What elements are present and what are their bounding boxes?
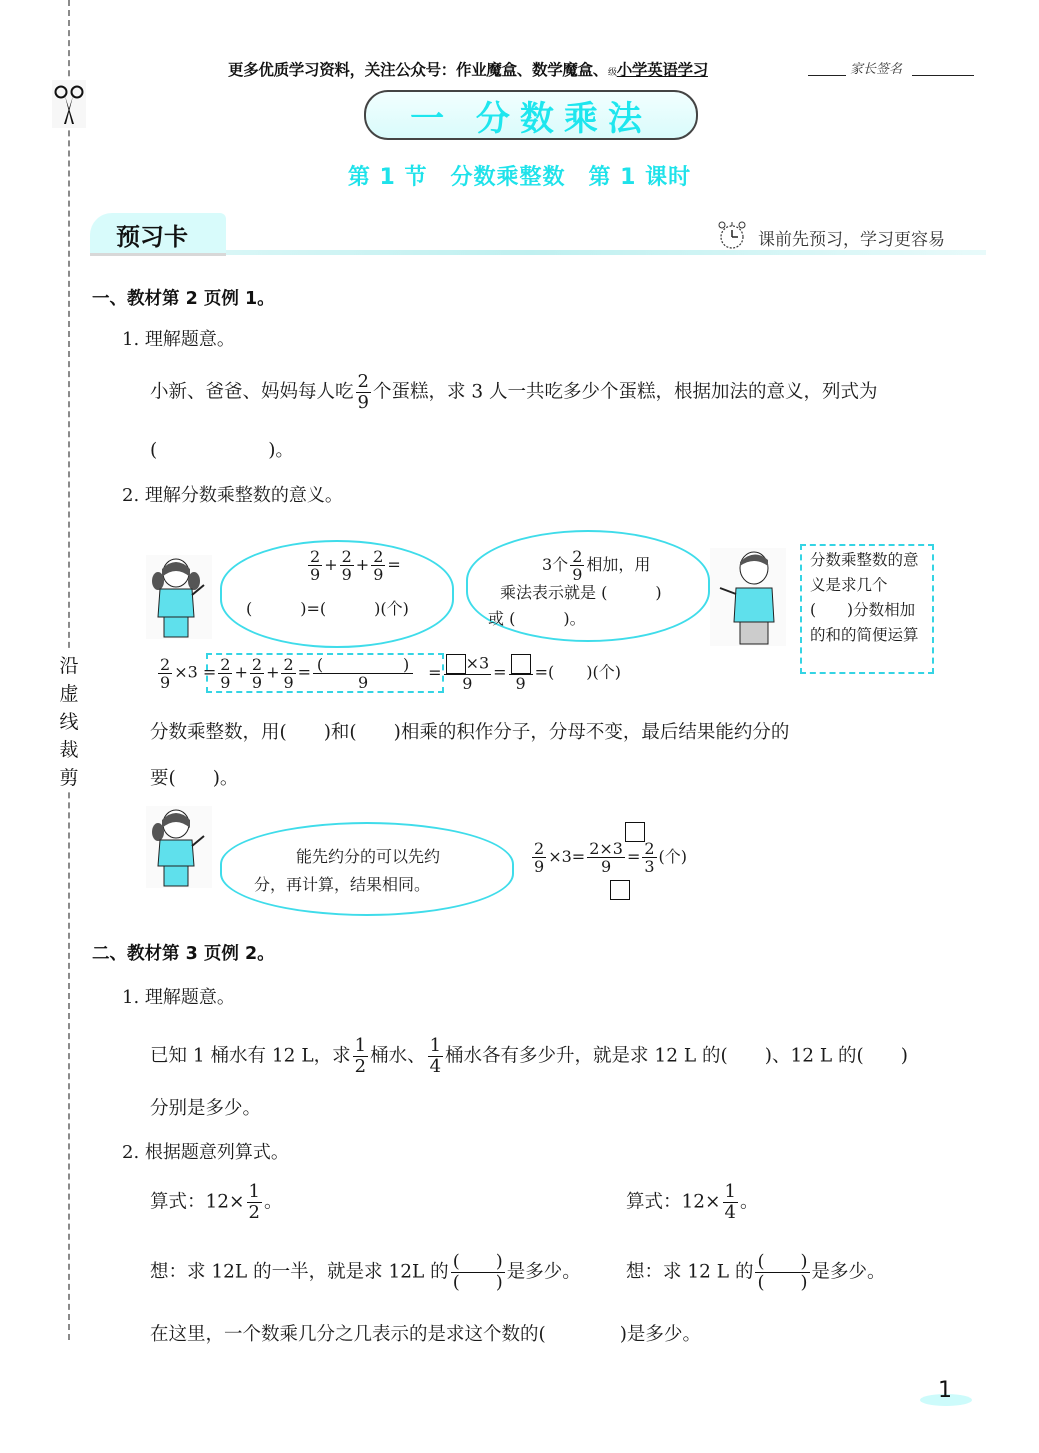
- denominator: 2: [248, 1202, 260, 1223]
- blank-denominator[interactable]: ( ): [757, 1272, 808, 1293]
- think-right[interactable]: [626, 1252, 886, 1293]
- denominator: 9: [600, 857, 612, 876]
- denominator: 9: [283, 672, 294, 692]
- denominator: 9: [515, 674, 526, 693]
- unit-title-box: [364, 90, 698, 140]
- cut-char: 沿: [59, 655, 79, 677]
- fraction: [570, 548, 584, 583]
- denominator: 4: [724, 1202, 736, 1223]
- part1-q1-label: 1. 理解题意。: [122, 329, 235, 350]
- denominator: 9: [357, 672, 369, 692]
- fraction: [250, 656, 264, 691]
- numerator: 2: [160, 654, 171, 674]
- fraction: [723, 1182, 738, 1223]
- operator: +: [266, 662, 280, 682]
- text: 相加，用: [586, 555, 651, 574]
- boy-bubble-line3[interactable]: 或 ( )。: [488, 609, 586, 628]
- denominator: 9: [373, 565, 384, 584]
- numerator: 2: [251, 654, 263, 674]
- text: 想：求 12 L 的: [626, 1261, 754, 1283]
- numerator: 2: [534, 839, 545, 858]
- fraction: [371, 548, 385, 583]
- denominator: 9: [341, 565, 352, 584]
- tip-speech-bubble: [220, 822, 514, 916]
- preview-card-tab: [90, 213, 226, 253]
- denominator: 9: [310, 565, 321, 584]
- blank-denominator[interactable]: ( ): [452, 1272, 503, 1293]
- numerator: 1: [354, 1035, 367, 1056]
- cut-char: 裁: [59, 739, 79, 761]
- formula-right: [626, 1182, 759, 1223]
- fraction: [158, 656, 172, 691]
- cut-char: 剪: [59, 767, 79, 789]
- girl-illustration: [146, 555, 212, 639]
- text: 个蛋糕，求 3 人一共吃多少个蛋糕，根据加法的意义，列式为: [372, 381, 878, 403]
- fraction: [428, 1036, 443, 1077]
- promo-small: 级: [608, 68, 617, 78]
- conclusion[interactable]: 在这里，一个数乘几分之几表示的是求这个数的( )是多少。: [150, 1324, 701, 1345]
- parent-signature-label: 家长签名: [850, 62, 903, 77]
- denominator: 9: [462, 674, 473, 693]
- operator: +: [355, 555, 370, 574]
- blank-box[interactable]: [511, 654, 531, 674]
- formula-left: [150, 1182, 283, 1223]
- fraction: [356, 372, 371, 413]
- page-number: 1: [938, 1378, 952, 1403]
- denominator: 9: [534, 857, 545, 876]
- underline: [808, 75, 846, 76]
- fraction: [308, 548, 322, 583]
- blank-fraction[interactable]: [451, 1252, 505, 1293]
- fraction: [509, 654, 533, 692]
- text: 算式：12×: [150, 1191, 245, 1213]
- scissors-icon: [52, 80, 86, 128]
- text: 。: [264, 1191, 283, 1213]
- part2-heading: 二、教材第 3 页例 2。: [92, 944, 275, 964]
- blank-box-bottom[interactable]: [610, 880, 630, 900]
- numerator: 2: [341, 547, 352, 566]
- promo-underlined: 小学英语学习: [616, 61, 708, 79]
- tab-rule: [226, 250, 986, 255]
- text: 是多少。: [811, 1261, 886, 1283]
- denominator: 9: [357, 392, 369, 413]
- denominator: 2: [354, 1056, 367, 1077]
- promo-header: [228, 58, 708, 80]
- blank-numerator[interactable]: ( ): [757, 1251, 808, 1272]
- preview-card-label: 预习卡: [116, 223, 188, 251]
- text: 算式：12×: [626, 1191, 721, 1213]
- part1-heading: 一、教材第 2 页例 1。: [92, 289, 275, 309]
- numerator: 2: [220, 654, 231, 674]
- result-blank[interactable]: =( )(个): [534, 662, 621, 682]
- fraction: [532, 840, 546, 875]
- boy-illustration: [710, 548, 786, 646]
- tip-line-1: 能先约分的可以先约: [296, 847, 441, 866]
- blank-box-top[interactable]: [625, 822, 645, 842]
- blank-box[interactable]: [446, 654, 466, 674]
- numerator: 2: [572, 547, 583, 566]
- text: 想：求 12L 的一半，就是求 12L 的: [150, 1261, 449, 1283]
- text: 桶水各有多少升，就是求 12 L 的( )、12 L 的( ): [445, 1045, 908, 1067]
- section-title: 第 1 节 分数乘整数 第 1 课时: [347, 165, 692, 190]
- alarm-clock-icon: [716, 220, 748, 250]
- numerator: 2: [283, 654, 294, 674]
- boy-bubble-line1: [542, 548, 650, 583]
- text: ×3: [174, 662, 198, 682]
- numerator: 2: [310, 547, 321, 566]
- blank-numerator[interactable]: ( ): [452, 1251, 503, 1272]
- denominator: 9: [572, 565, 583, 584]
- bubble-sum: [306, 548, 401, 583]
- fraction: [353, 1036, 368, 1077]
- part1-q1-blank[interactable]: ( )。: [150, 440, 294, 461]
- cut-char: 线: [59, 711, 79, 733]
- fraction: [218, 656, 232, 691]
- promo-text: 更多优质学习资料，关注公众号：作业魔盒、数学魔盒、: [228, 61, 609, 79]
- cut-char: 虚: [59, 683, 79, 705]
- fraction: [281, 656, 295, 691]
- text: ×3=: [548, 847, 586, 866]
- note-text[interactable]: 分数乘整数的意义是求几个( )分数相加的和的简便运算: [810, 551, 919, 644]
- denominator: 3: [644, 857, 655, 876]
- rule-line-2[interactable]: 要( )。: [150, 768, 239, 789]
- part2-q1-text[interactable]: [150, 1036, 908, 1077]
- denominator: 4: [429, 1056, 442, 1077]
- bubble-blanks[interactable]: ( )=( )(个): [246, 599, 409, 618]
- girl-illustration: [146, 806, 212, 888]
- fraction: [247, 1182, 262, 1223]
- numerator: 1: [248, 1181, 260, 1202]
- fraction: [587, 840, 625, 875]
- rule-line-1[interactable]: 分数乘整数，用( )和( )相乘的积作分子，分母不变，最后结果能约分的: [150, 722, 790, 743]
- part2-q2-label: 2. 根据题意列算式。: [122, 1142, 289, 1163]
- denominator: 9: [251, 672, 263, 692]
- numerator: 2: [644, 839, 655, 858]
- numerator: 2×3: [589, 839, 623, 858]
- operator: =: [297, 662, 312, 682]
- blank-fraction[interactable]: [755, 1252, 809, 1293]
- part1-q1-text: [150, 372, 878, 413]
- text: 。: [740, 1191, 759, 1213]
- think-left[interactable]: [150, 1252, 581, 1293]
- blank-fraction[interactable]: [313, 656, 413, 691]
- operator: +: [324, 555, 338, 574]
- tip-line-2: 分，再计算，结果相同。: [254, 875, 431, 894]
- parent-signature-field[interactable]: [912, 75, 974, 76]
- text: 3个: [542, 555, 569, 574]
- unit-title: 一 分数乘法: [410, 98, 652, 139]
- boy-bubble-line2[interactable]: 乘法表示就是 ( ): [500, 583, 662, 602]
- operator: +: [234, 662, 248, 682]
- part1-q2-label: 2. 理解分数乘整数的意义。: [122, 485, 343, 506]
- denominator: 9: [220, 672, 231, 692]
- fraction: [642, 840, 656, 875]
- cut-instruction: [56, 652, 82, 792]
- unit: (个): [658, 847, 688, 866]
- text: 是多少。: [506, 1261, 581, 1283]
- numerator: 2: [357, 371, 369, 392]
- numerator: 1: [429, 1035, 442, 1056]
- part2-q1-label: 1. 理解题意。: [122, 987, 235, 1008]
- fraction: [340, 548, 354, 583]
- numerator: 1: [724, 1181, 736, 1202]
- slogan: 课前先预习，学习更容易: [758, 230, 945, 250]
- multiplication-equation: $\frac{2}{9}$ ×3 = $\frac{2}{9}$ + $\frac{2}{9}$ + $\frac{2}{9}$ = $\frac{( )}{9}$ = $\frac{\times 3}{9}$ = 9 =( )(个): [160, 653, 621, 693]
- text: ×3: [465, 653, 490, 673]
- operator: =: [387, 555, 401, 574]
- simplify-equation: $\frac{2}{9}$ ×3= $\frac{2\times 3}{9}$ = $\frac{2}{3}$ (个): [534, 839, 688, 876]
- fraction: [444, 654, 492, 692]
- numerator: 2: [373, 547, 384, 566]
- text: 桶水、: [370, 1045, 426, 1067]
- text: 小新、爸爸、妈妈每人吃: [150, 381, 354, 403]
- part2-q1-line2: 分别是多少。: [150, 1098, 262, 1119]
- denominator: 9: [160, 672, 171, 692]
- text: 已知 1 桶水有 12 L，求: [150, 1045, 351, 1067]
- blank-numerator[interactable]: ( ): [313, 656, 413, 674]
